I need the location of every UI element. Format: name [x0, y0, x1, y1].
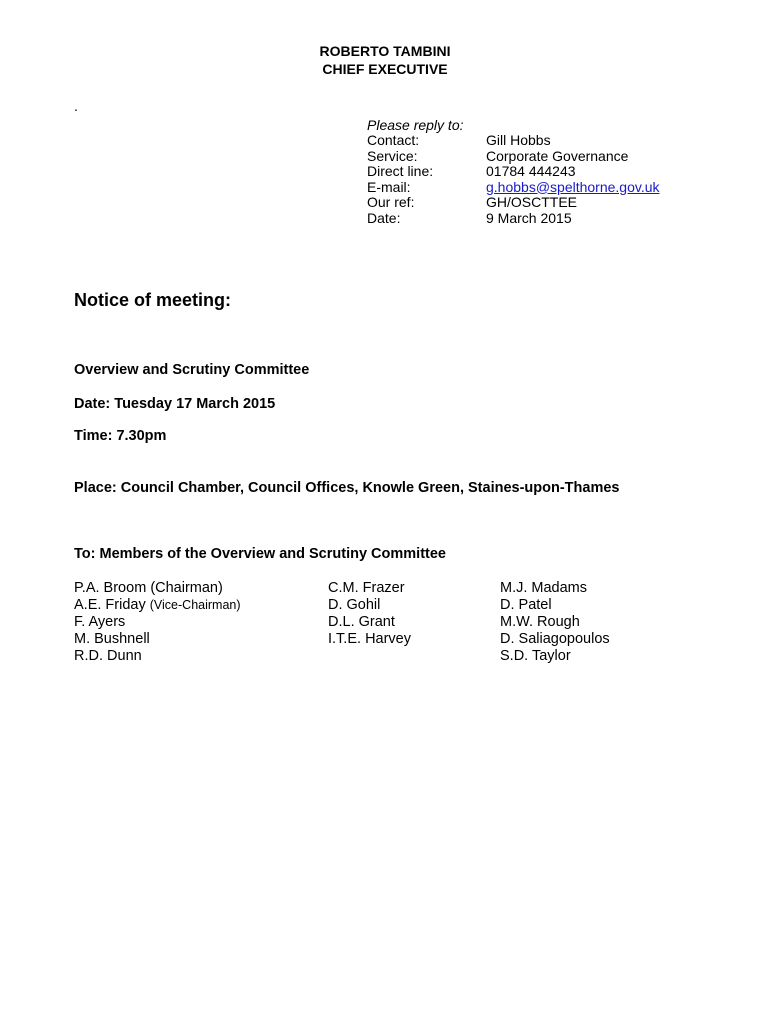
- member-item: D. Patel: [500, 597, 552, 613]
- member-item: D. Saliagopoulos: [500, 631, 610, 647]
- member-item: M.W. Rough: [500, 614, 580, 630]
- meeting-time: Time: 7.30pm: [74, 428, 167, 444]
- contact-details: [367, 133, 660, 226]
- contact-row-contact: [367, 133, 660, 149]
- contact-key: Contact:: [367, 132, 420, 148]
- sender-name: ROBERTO TAMBINI: [319, 43, 451, 59]
- member-item: M.J. Madams: [500, 580, 588, 596]
- reply-label: Please reply to:: [367, 117, 464, 133]
- service-key: Service:: [367, 147, 418, 164]
- member-item: C.M. Frazer: [328, 580, 405, 596]
- ref-value: GH/OSCTTEE: [486, 194, 578, 210]
- member-item: I.T.E. Harvey: [328, 631, 411, 647]
- contact-row-direct-line: [367, 164, 660, 180]
- date-key: Date:: [367, 209, 401, 226]
- date-value: 9 March 2015: [486, 209, 572, 226]
- contact-row-ref: [367, 195, 660, 211]
- member-item: P.A. Broom (Chairman): [74, 580, 223, 596]
- member-item: D. Gohil: [328, 597, 381, 613]
- contact-value: Gill Hobbs: [486, 132, 551, 148]
- members-column-2: [328, 580, 500, 665]
- member-item: D.L. Grant: [328, 614, 395, 630]
- email-link[interactable]: g.hobbs@spelthorne.gov.uk: [486, 178, 660, 195]
- service-value: Corporate Governance: [486, 147, 629, 164]
- committee-name: Overview and Scrutiny Committee: [74, 362, 310, 378]
- members-column-1: [74, 580, 328, 665]
- email-key: E-mail:: [367, 178, 411, 195]
- meeting-place: Place: Council Chamber, Council Offices, Knowle Green, Staines-upon-Thames: [74, 480, 620, 496]
- member-item: F. Ayers: [74, 614, 126, 630]
- member-item: S.D. Taylor: [500, 648, 571, 664]
- recipients-heading: To: Members of the Overview and Scrutiny Committee: [74, 546, 446, 562]
- direct-line-value: 01784 444243: [486, 163, 576, 179]
- contact-row-service: [367, 149, 660, 165]
- direct-line-key: Direct line:: [367, 163, 434, 179]
- member-item: R.D. Dunn: [74, 648, 142, 664]
- ref-key: Our ref:: [367, 194, 415, 210]
- meeting-date: Date: Tuesday 17 March 2015: [74, 396, 276, 412]
- sender-title: CHIEF EXECUTIVE: [322, 61, 448, 77]
- notice-heading: Notice of meeting:: [74, 290, 232, 310]
- members-list: [74, 580, 610, 665]
- contact-row-email: [367, 180, 660, 196]
- members-column-3: [500, 580, 610, 665]
- contact-row-date: [367, 211, 660, 227]
- member-item: M. Bushnell: [74, 631, 150, 647]
- member-item: A.E. Friday (Vice-Chairman): [74, 597, 241, 613]
- stray-dot: .: [74, 98, 78, 114]
